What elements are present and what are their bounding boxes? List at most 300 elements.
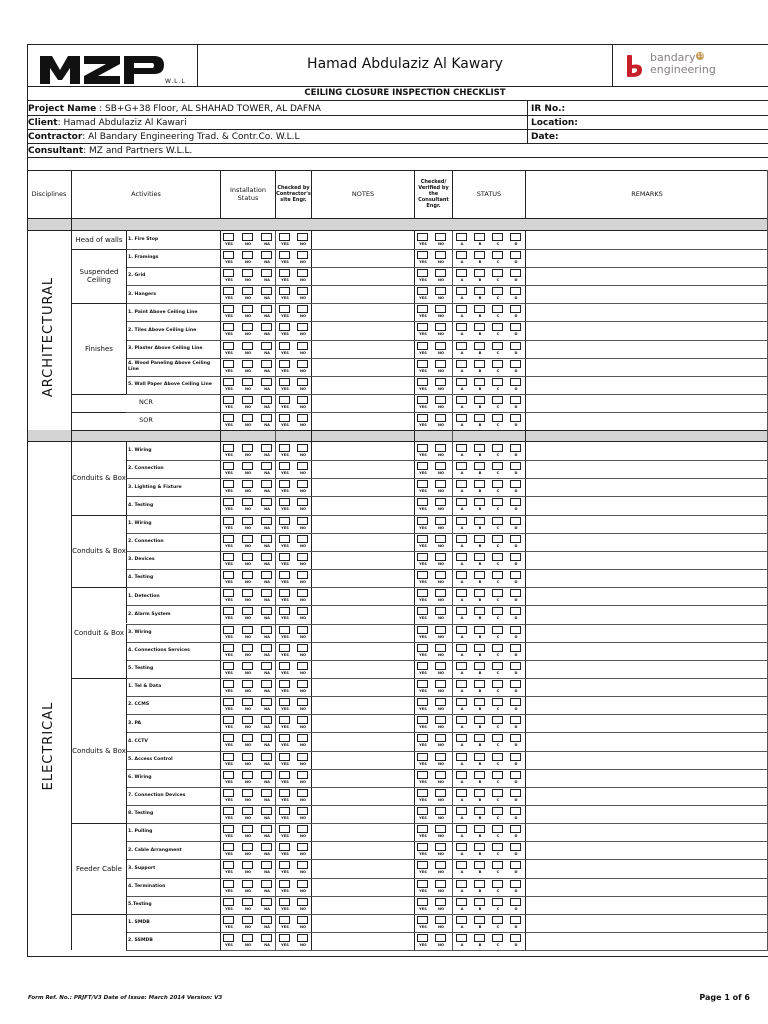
checkbox[interactable] [297, 414, 308, 422]
checkbox[interactable] [474, 916, 485, 924]
checkbox[interactable] [474, 498, 485, 506]
checkbox[interactable] [242, 571, 253, 579]
checkbox[interactable] [242, 323, 253, 331]
checkbox[interactable] [492, 607, 503, 615]
checkbox[interactable] [492, 498, 503, 506]
checkbox[interactable] [474, 233, 485, 241]
checkbox[interactable] [297, 753, 308, 761]
checkbox[interactable] [435, 934, 446, 942]
checkbox[interactable] [223, 323, 234, 331]
checkbox[interactable] [261, 789, 272, 797]
checkbox[interactable] [297, 535, 308, 543]
checkbox[interactable] [223, 771, 234, 779]
checkbox[interactable] [510, 323, 521, 331]
checkbox[interactable] [510, 498, 521, 506]
checkbox[interactable] [492, 843, 503, 851]
checkbox[interactable] [242, 462, 253, 470]
checkbox[interactable] [474, 843, 485, 851]
checkbox[interactable] [261, 517, 272, 525]
checkbox[interactable] [474, 414, 485, 422]
checkbox[interactable] [242, 607, 253, 615]
checkbox[interactable] [456, 734, 467, 742]
checkbox[interactable] [261, 251, 272, 259]
checkbox[interactable] [242, 662, 253, 670]
checkbox[interactable] [417, 771, 428, 779]
checkbox[interactable] [456, 342, 467, 350]
checkbox[interactable] [297, 396, 308, 404]
checkbox[interactable] [474, 789, 485, 797]
checkbox[interactable] [456, 396, 467, 404]
checkbox[interactable] [223, 843, 234, 851]
checkbox[interactable] [279, 414, 290, 422]
checkbox[interactable] [242, 626, 253, 634]
checkbox[interactable] [417, 789, 428, 797]
checkbox[interactable] [297, 698, 308, 706]
checkbox[interactable] [492, 934, 503, 942]
checkbox[interactable] [223, 378, 234, 386]
checkbox[interactable] [223, 396, 234, 404]
checkbox[interactable] [297, 305, 308, 313]
checkbox[interactable] [242, 934, 253, 942]
checkbox[interactable] [297, 843, 308, 851]
checkbox[interactable] [261, 626, 272, 634]
checkbox[interactable] [510, 233, 521, 241]
checkbox[interactable] [261, 360, 272, 368]
checkbox[interactable] [261, 378, 272, 386]
checkbox[interactable] [417, 934, 428, 942]
checkbox[interactable] [242, 480, 253, 488]
checkbox[interactable] [456, 789, 467, 797]
checkbox[interactable] [297, 916, 308, 924]
checkbox[interactable] [279, 323, 290, 331]
checkbox[interactable] [223, 753, 234, 761]
checkbox[interactable] [261, 880, 272, 888]
checkbox[interactable] [279, 789, 290, 797]
checkbox[interactable] [456, 680, 467, 688]
checkbox[interactable] [223, 305, 234, 313]
checkbox[interactable] [242, 251, 253, 259]
checkbox[interactable] [242, 734, 253, 742]
checkbox[interactable] [223, 517, 234, 525]
checkbox[interactable] [261, 553, 272, 561]
checkbox[interactable] [492, 233, 503, 241]
checkbox[interactable] [474, 287, 485, 295]
checkbox[interactable] [279, 607, 290, 615]
checkbox[interactable] [510, 378, 521, 386]
checkbox[interactable] [510, 517, 521, 525]
checkbox[interactable] [261, 342, 272, 350]
checkbox[interactable] [456, 378, 467, 386]
checkbox[interactable] [456, 571, 467, 579]
checkbox[interactable] [474, 462, 485, 470]
checkbox[interactable] [417, 305, 428, 313]
checkbox[interactable] [456, 843, 467, 851]
checkbox[interactable] [242, 269, 253, 277]
checkbox[interactable] [279, 360, 290, 368]
checkbox[interactable] [297, 269, 308, 277]
checkbox[interactable] [297, 789, 308, 797]
checkbox[interactable] [279, 342, 290, 350]
checkbox[interactable] [242, 644, 253, 652]
checkbox[interactable] [261, 843, 272, 851]
checkbox[interactable] [261, 571, 272, 579]
checkbox[interactable] [474, 553, 485, 561]
checkbox[interactable] [297, 607, 308, 615]
checkbox[interactable] [456, 825, 467, 833]
checkbox[interactable] [492, 360, 503, 368]
checkbox[interactable] [417, 480, 428, 488]
checkbox[interactable] [242, 444, 253, 452]
checkbox[interactable] [417, 498, 428, 506]
checkbox[interactable] [474, 753, 485, 761]
checkbox[interactable] [492, 589, 503, 597]
checkbox[interactable] [261, 753, 272, 761]
checkbox[interactable] [223, 861, 234, 869]
checkbox[interactable] [474, 716, 485, 724]
checkbox[interactable] [297, 480, 308, 488]
checkbox[interactable] [456, 360, 467, 368]
checkbox[interactable] [417, 662, 428, 670]
checkbox[interactable] [492, 626, 503, 634]
checkbox[interactable] [474, 535, 485, 543]
checkbox[interactable] [492, 716, 503, 724]
checkbox[interactable] [435, 807, 446, 815]
checkbox[interactable] [417, 716, 428, 724]
checkbox[interactable] [510, 396, 521, 404]
checkbox[interactable] [492, 342, 503, 350]
checkbox[interactable] [223, 498, 234, 506]
checkbox[interactable] [510, 880, 521, 888]
checkbox[interactable] [435, 880, 446, 888]
checkbox[interactable] [223, 734, 234, 742]
checkbox[interactable] [456, 898, 467, 906]
checkbox[interactable] [223, 680, 234, 688]
checkbox[interactable] [223, 233, 234, 241]
checkbox[interactable] [417, 807, 428, 815]
checkbox[interactable] [492, 571, 503, 579]
checkbox[interactable] [510, 789, 521, 797]
checkbox[interactable] [510, 251, 521, 259]
checkbox[interactable] [417, 898, 428, 906]
checkbox[interactable] [417, 378, 428, 386]
checkbox[interactable] [242, 498, 253, 506]
checkbox[interactable] [435, 233, 446, 241]
checkbox[interactable] [417, 916, 428, 924]
checkbox[interactable] [417, 753, 428, 761]
checkbox[interactable] [492, 771, 503, 779]
checkbox[interactable] [456, 753, 467, 761]
checkbox[interactable] [510, 626, 521, 634]
checkbox[interactable] [510, 305, 521, 313]
checkbox[interactable] [417, 607, 428, 615]
checkbox[interactable] [492, 680, 503, 688]
checkbox[interactable] [242, 789, 253, 797]
checkbox[interactable] [261, 287, 272, 295]
checkbox[interactable] [435, 771, 446, 779]
checkbox[interactable] [417, 269, 428, 277]
checkbox[interactable] [223, 571, 234, 579]
checkbox[interactable] [492, 517, 503, 525]
checkbox[interactable] [279, 626, 290, 634]
checkbox[interactable] [492, 444, 503, 452]
checkbox[interactable] [435, 789, 446, 797]
checkbox[interactable] [242, 753, 253, 761]
checkbox[interactable] [242, 861, 253, 869]
checkbox[interactable] [279, 251, 290, 259]
checkbox[interactable] [279, 269, 290, 277]
checkbox[interactable] [223, 698, 234, 706]
checkbox[interactable] [474, 480, 485, 488]
checkbox[interactable] [456, 323, 467, 331]
checkbox[interactable] [474, 934, 485, 942]
checkbox[interactable] [261, 861, 272, 869]
checkbox[interactable] [417, 825, 428, 833]
checkbox[interactable] [223, 535, 234, 543]
checkbox[interactable] [474, 898, 485, 906]
checkbox[interactable] [279, 462, 290, 470]
checkbox[interactable] [417, 342, 428, 350]
checkbox[interactable] [279, 880, 290, 888]
checkbox[interactable] [510, 607, 521, 615]
checkbox[interactable] [456, 626, 467, 634]
checkbox[interactable] [242, 680, 253, 688]
checkbox[interactable] [279, 698, 290, 706]
checkbox[interactable] [492, 807, 503, 815]
checkbox[interactable] [223, 607, 234, 615]
checkbox[interactable] [297, 662, 308, 670]
checkbox[interactable] [435, 644, 446, 652]
checkbox[interactable] [417, 880, 428, 888]
checkbox[interactable] [223, 898, 234, 906]
checkbox[interactable] [261, 934, 272, 942]
checkbox[interactable] [297, 571, 308, 579]
checkbox[interactable] [510, 825, 521, 833]
checkbox[interactable] [435, 626, 446, 634]
checkbox[interactable] [492, 789, 503, 797]
checkbox[interactable] [242, 880, 253, 888]
checkbox[interactable] [492, 825, 503, 833]
checkbox[interactable] [279, 825, 290, 833]
checkbox[interactable] [223, 662, 234, 670]
checkbox[interactable] [297, 498, 308, 506]
checkbox[interactable] [492, 305, 503, 313]
checkbox[interactable] [456, 716, 467, 724]
checkbox[interactable] [297, 553, 308, 561]
checkbox[interactable] [435, 269, 446, 277]
checkbox[interactable] [242, 535, 253, 543]
checkbox[interactable] [417, 843, 428, 851]
checkbox[interactable] [474, 680, 485, 688]
checkbox[interactable] [279, 734, 290, 742]
checkbox[interactable] [261, 589, 272, 597]
checkbox[interactable] [279, 644, 290, 652]
checkbox[interactable] [223, 462, 234, 470]
checkbox[interactable] [297, 378, 308, 386]
checkbox[interactable] [223, 644, 234, 652]
checkbox[interactable] [456, 535, 467, 543]
checkbox[interactable] [474, 360, 485, 368]
checkbox[interactable] [492, 535, 503, 543]
checkbox[interactable] [242, 305, 253, 313]
checkbox[interactable] [223, 916, 234, 924]
checkbox[interactable] [261, 698, 272, 706]
checkbox[interactable] [261, 607, 272, 615]
checkbox[interactable] [474, 323, 485, 331]
checkbox[interactable] [279, 498, 290, 506]
checkbox[interactable] [223, 807, 234, 815]
checkbox[interactable] [297, 251, 308, 259]
checkbox[interactable] [279, 843, 290, 851]
checkbox[interactable] [223, 480, 234, 488]
checkbox[interactable] [510, 934, 521, 942]
checkbox[interactable] [474, 342, 485, 350]
checkbox[interactable] [435, 916, 446, 924]
checkbox[interactable] [510, 589, 521, 597]
checkbox[interactable] [261, 644, 272, 652]
checkbox[interactable] [242, 517, 253, 525]
checkbox[interactable] [435, 698, 446, 706]
checkbox[interactable] [492, 916, 503, 924]
checkbox[interactable] [474, 251, 485, 259]
checkbox[interactable] [417, 462, 428, 470]
checkbox[interactable] [435, 305, 446, 313]
checkbox[interactable] [417, 644, 428, 652]
checkbox[interactable] [261, 498, 272, 506]
checkbox[interactable] [279, 716, 290, 724]
checkbox[interactable] [417, 553, 428, 561]
checkbox[interactable] [223, 825, 234, 833]
checkbox[interactable] [223, 626, 234, 634]
checkbox[interactable] [279, 305, 290, 313]
checkbox[interactable] [261, 305, 272, 313]
checkbox[interactable] [456, 498, 467, 506]
checkbox[interactable] [492, 753, 503, 761]
checkbox[interactable] [510, 360, 521, 368]
checkbox[interactable] [261, 480, 272, 488]
checkbox[interactable] [279, 589, 290, 597]
checkbox[interactable] [242, 233, 253, 241]
checkbox[interactable] [510, 462, 521, 470]
checkbox[interactable] [297, 825, 308, 833]
checkbox[interactable] [242, 898, 253, 906]
checkbox[interactable] [242, 553, 253, 561]
checkbox[interactable] [435, 342, 446, 350]
checkbox[interactable] [456, 607, 467, 615]
checkbox[interactable] [261, 680, 272, 688]
checkbox[interactable] [417, 360, 428, 368]
checkbox[interactable] [456, 233, 467, 241]
checkbox[interactable] [510, 644, 521, 652]
checkbox[interactable] [492, 698, 503, 706]
checkbox[interactable] [474, 571, 485, 579]
checkbox[interactable] [261, 414, 272, 422]
checkbox[interactable] [279, 807, 290, 815]
checkbox[interactable] [435, 571, 446, 579]
checkbox[interactable] [474, 861, 485, 869]
checkbox[interactable] [510, 535, 521, 543]
checkbox[interactable] [510, 916, 521, 924]
checkbox[interactable] [223, 589, 234, 597]
checkbox[interactable] [435, 287, 446, 295]
checkbox[interactable] [474, 698, 485, 706]
checkbox[interactable] [510, 269, 521, 277]
checkbox[interactable] [456, 269, 467, 277]
checkbox[interactable] [261, 716, 272, 724]
checkbox[interactable] [297, 444, 308, 452]
checkbox[interactable] [456, 517, 467, 525]
checkbox[interactable] [242, 342, 253, 350]
checkbox[interactable] [456, 287, 467, 295]
checkbox[interactable] [492, 861, 503, 869]
checkbox[interactable] [223, 716, 234, 724]
checkbox[interactable] [297, 898, 308, 906]
checkbox[interactable] [435, 716, 446, 724]
checkbox[interactable] [279, 553, 290, 561]
checkbox[interactable] [297, 880, 308, 888]
checkbox[interactable] [435, 251, 446, 259]
checkbox[interactable] [456, 414, 467, 422]
checkbox[interactable] [223, 287, 234, 295]
checkbox[interactable] [474, 396, 485, 404]
checkbox[interactable] [474, 607, 485, 615]
checkbox[interactable] [435, 680, 446, 688]
checkbox[interactable] [279, 771, 290, 779]
checkbox[interactable] [510, 861, 521, 869]
checkbox[interactable] [261, 825, 272, 833]
checkbox[interactable] [510, 414, 521, 422]
checkbox[interactable] [435, 898, 446, 906]
checkbox[interactable] [510, 716, 521, 724]
checkbox[interactable] [435, 480, 446, 488]
checkbox[interactable] [297, 680, 308, 688]
checkbox[interactable] [417, 680, 428, 688]
checkbox[interactable] [435, 378, 446, 386]
checkbox[interactable] [297, 626, 308, 634]
checkbox[interactable] [279, 480, 290, 488]
checkbox[interactable] [223, 444, 234, 452]
checkbox[interactable] [510, 771, 521, 779]
checkbox[interactable] [492, 287, 503, 295]
checkbox[interactable] [261, 269, 272, 277]
checkbox[interactable] [456, 589, 467, 597]
checkbox[interactable] [242, 378, 253, 386]
checkbox[interactable] [261, 807, 272, 815]
checkbox[interactable] [510, 571, 521, 579]
checkbox[interactable] [474, 771, 485, 779]
checkbox[interactable] [435, 734, 446, 742]
checkbox[interactable] [417, 626, 428, 634]
checkbox[interactable] [456, 305, 467, 313]
checkbox[interactable] [435, 861, 446, 869]
checkbox[interactable] [510, 898, 521, 906]
checkbox[interactable] [261, 916, 272, 924]
checkbox[interactable] [297, 644, 308, 652]
checkbox[interactable] [435, 414, 446, 422]
checkbox[interactable] [297, 342, 308, 350]
checkbox[interactable] [297, 462, 308, 470]
checkbox[interactable] [242, 843, 253, 851]
checkbox[interactable] [279, 571, 290, 579]
checkbox[interactable] [474, 626, 485, 634]
checkbox[interactable] [435, 843, 446, 851]
checkbox[interactable] [242, 360, 253, 368]
checkbox[interactable] [279, 898, 290, 906]
checkbox[interactable] [456, 916, 467, 924]
checkbox[interactable] [510, 680, 521, 688]
checkbox[interactable] [279, 934, 290, 942]
checkbox[interactable] [417, 535, 428, 543]
checkbox[interactable] [261, 233, 272, 241]
